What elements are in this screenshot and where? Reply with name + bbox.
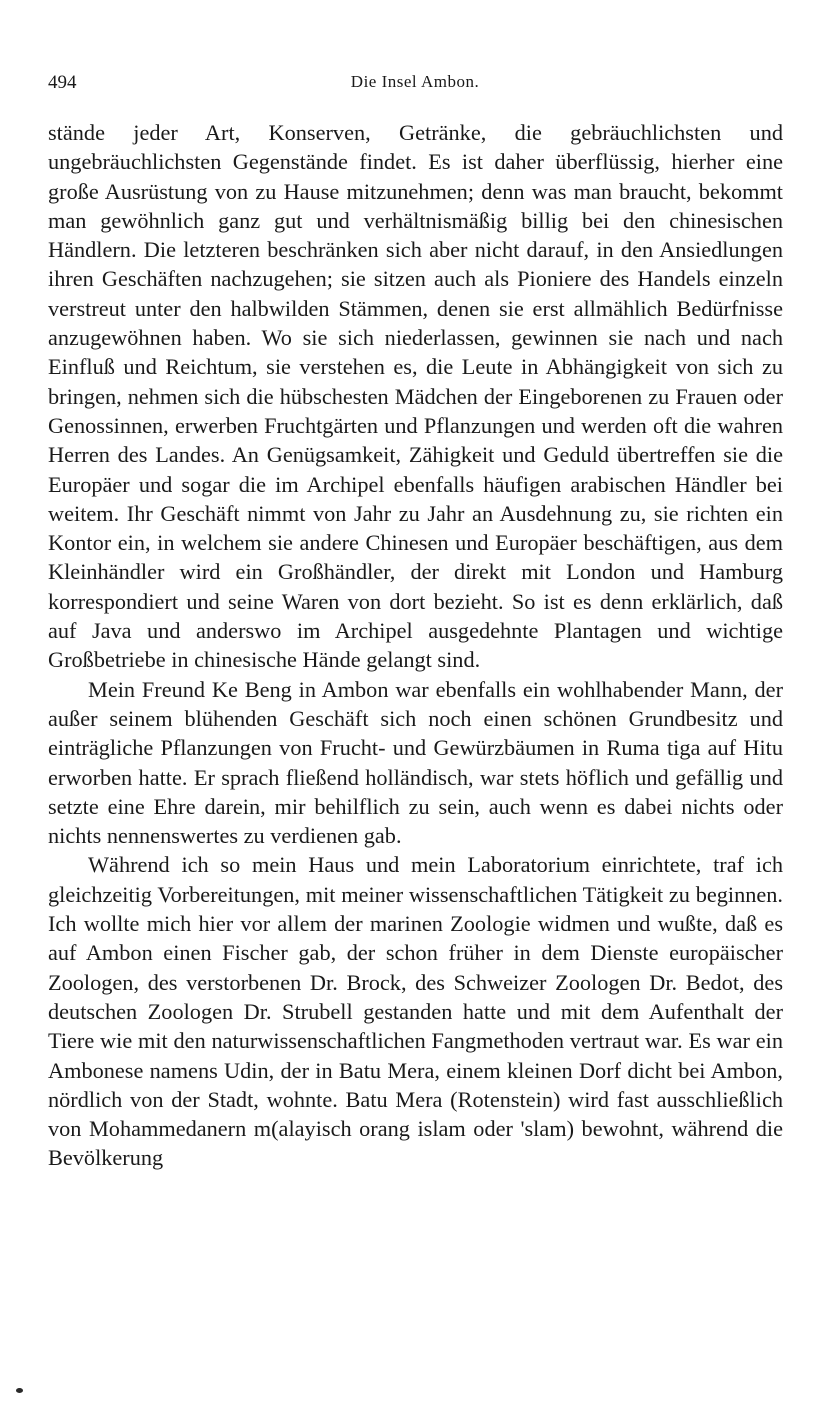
paragraph-ke-beng: Mein Freund Ke Beng in Ambon war ebenfalls ein wohlhabender Mann, der außer seinem blühenden Geschäft sich noch einen schönen Grundbesitz und einträgliche Pflanzungen von Frucht- und Gewürzbäumen in Ruma tiga auf Hitu erworben hatte. Er sprach fließend holländisch, war stets höflich und gefällig und setzte eine Ehre darein, mir behilflich zu sein, auch wenn es dabei nichts oder nichts nennenswertes zu verdienen gab. xyxy=(48,676,783,849)
paragraph-continuation: stände jeder Art, Konserven, Getränke, die gebräuchlichsten und ungebräuchlichsten Gegenstände findet. Es ist daher überflüssig, hierher eine große Ausrüstung von zu Hause mitzunehmen; denn was man braucht, bekommt man gewöhnlich ganz gut und verhältnismäßig billig bei den chinesischen Händlern. Die letzteren beschränken sich aber nicht darauf, in den Ansiedlungen ihren Geschäften nachzugehen; sie sitzen auch als Pioniere des Handels einzeln verstreut unter den halbwilden Stämmen, denen sie erst allmählich Bedürfnisse anzugewöhnen haben. Wo sie sich niederlassen, gewinnen sie nach und nach Einfluß und Reichtum, sie verstehen es, die Leute in Abhängigkeit von sich zu bringen, nehmen sich die hübschesten Mädchen der Eingeborenen zu Frauen oder Genossinnen, erwerben Fruchtgärten und Pflanzungen und werden oft die wahren Herren des Landes. An Genügsamkeit, Zähigkeit und Geduld übertreffen sie die Europäer und sogar die im Archipel ebenfalls häufigen arabischen Händler bei weitem. Ihr Geschäft nimmt von Jahr zu Jahr an Ausdehnung zu, sie richten ein Kontor ein, in welchem sie andere Chinesen und Europäer beschäftigen, aus dem Kleinhändler wird ein Großhändler, der direkt mit London und Hamburg korrespondiert und seine Waren von dort bezieht. So ist es denn erklärlich, daß auf Java und anderswo im Archipel ausgedehnte Plantagen und wichtige Großbetriebe in chinesische Hände gelangt sind. xyxy=(48,120,783,673)
body-text xyxy=(48,118,783,1173)
paragraph-laboratorium: Während ich so mein Haus und mein Laboratorium einrichtete, traf ich gleichzeitig Vorbereitungen, mit meiner wissenschaftlichen Tätigkeit zu beginnen. Ich wollte mich hier vor allem der marinen Zoologie widmen und wußte, daß es auf Ambon einen Fischer gab, der schon früher in dem Dienste europäischer Zoologen, des verstorbenen Dr. Brock, des Schweizer Zoologen Dr. Bedot, des deutschen Zoologen Dr. Strubell gestanden hatte und mit dem Aufenthalt der Tiere wie mit den naturwissenschaftlichen Fangmethoden vertraut war. Es war ein Ambonese namens Udin, der in Batu Mera, einem kleinen Dorf dicht bei Ambon, nördlich von der Stadt, wohnte. Batu Mera (Rotenstein) wird fast ausschließlich von Mohammedanern m(alayisch orang islam oder 'slam) bewohnt, während die Bevölkerung xyxy=(48,852,783,1171)
running-head xyxy=(48,72,782,98)
running-title: Die Insel Ambon. xyxy=(350,72,480,91)
scan-speck xyxy=(16,1388,23,1393)
page-number: 494 xyxy=(48,72,77,93)
